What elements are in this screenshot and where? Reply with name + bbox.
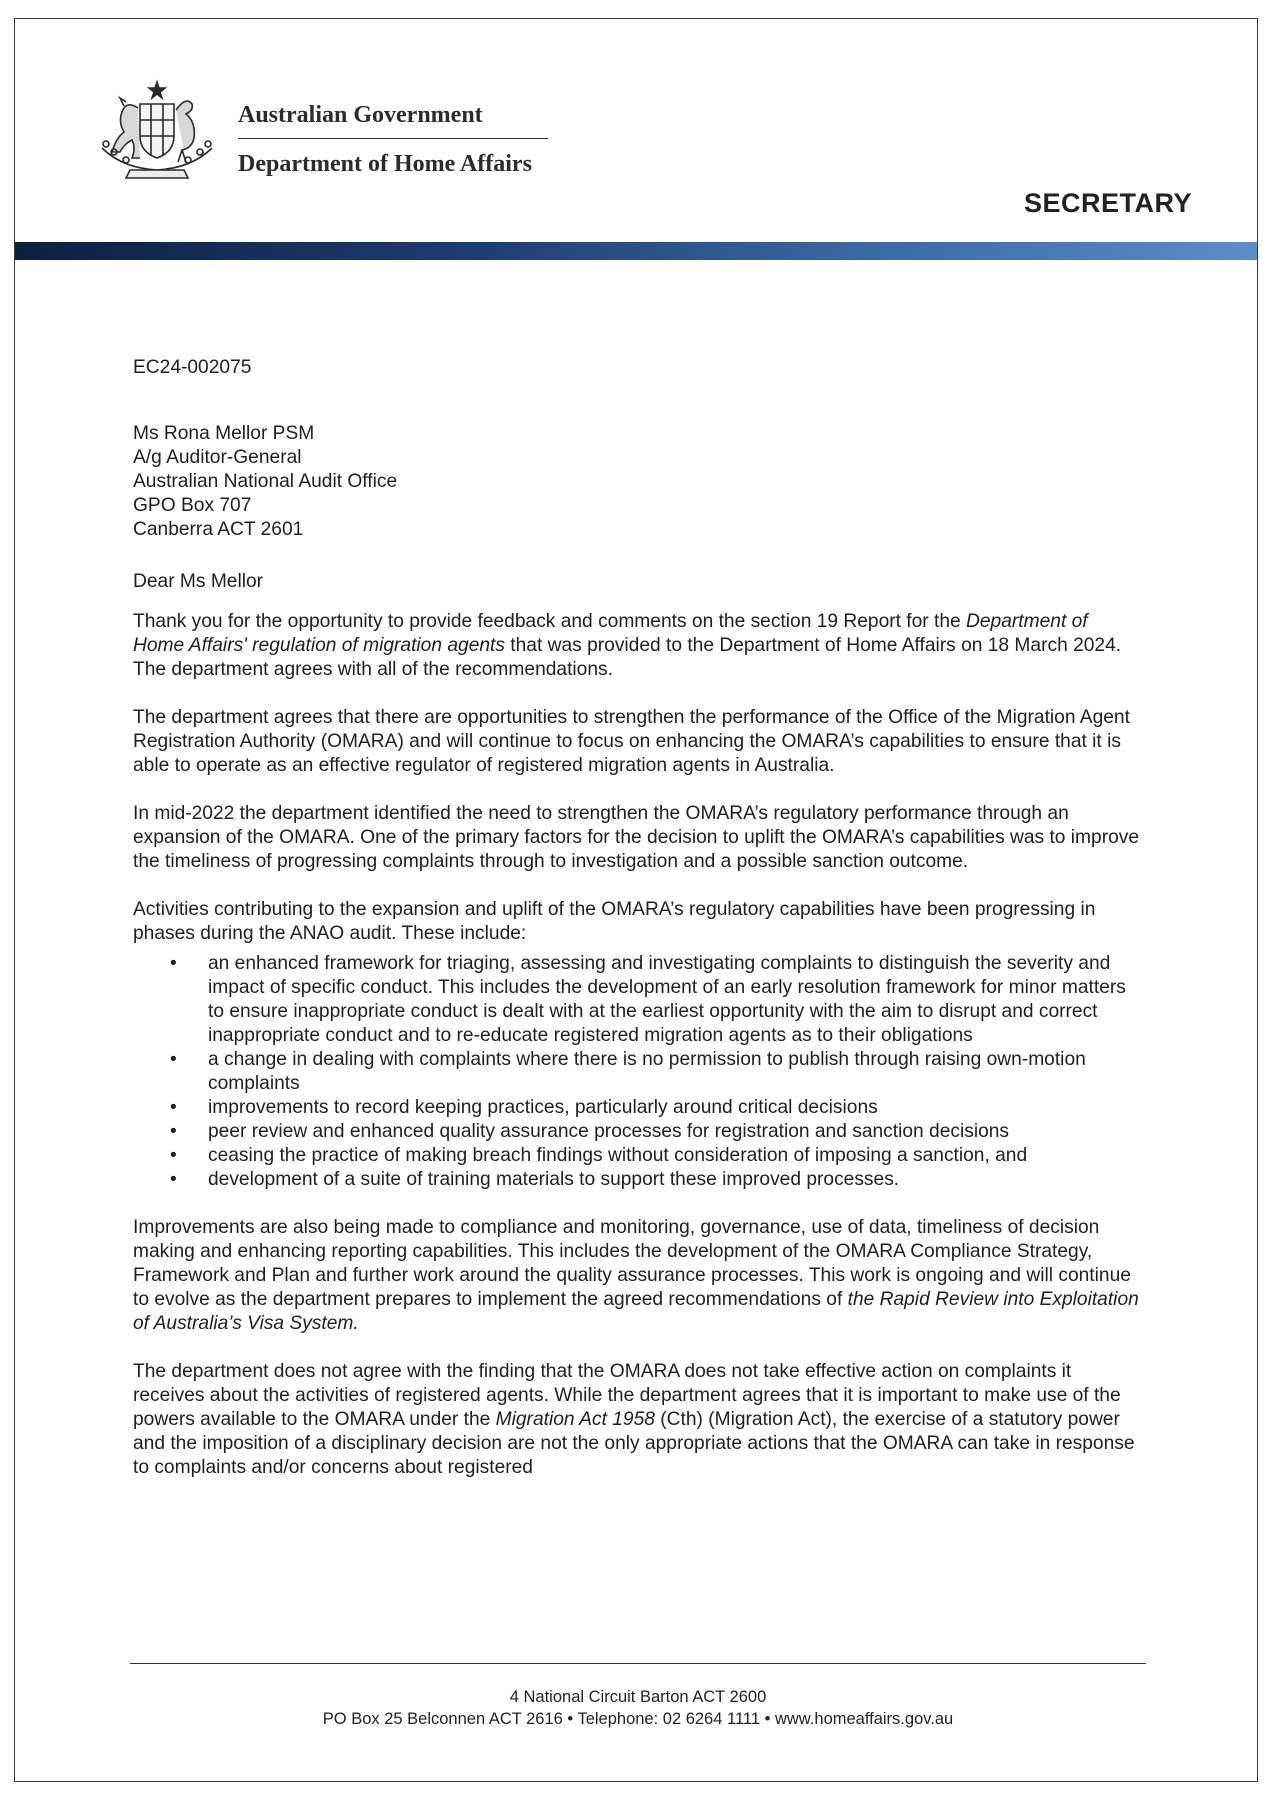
text-run: that was provided to the Department of Home Affairs on 18 March 2024. The department agrees with all of the recommendations. bbox=[133, 635, 1122, 680]
bullet: • bbox=[170, 1049, 177, 1070]
review-title: the Rapid Review into Exploitation of Australia’s Visa System. bbox=[133, 1289, 1139, 1334]
paragraph-1 bbox=[133, 610, 1143, 682]
list-item bbox=[133, 1144, 1143, 1168]
footer-address: 4 National Circuit Barton ACT 2600 bbox=[509, 1688, 767, 1706]
paragraph-6 bbox=[133, 1360, 1143, 1480]
address-line: Ms Rona Mellor PSM bbox=[133, 423, 315, 444]
text-run: Improvements are also being made to compliance and monitoring, governance, use of data, timeliness of decision making and enhancing reporting capabilities. This includes the development of the OMARA Compliance Strategy, Framework and Plan and further work around the quality assurance processes. This work is ongoing and will continue to evolve as the department prepares to implement the agreed recommendations of bbox=[133, 1217, 1131, 1310]
footer-contact: PO Box 25 Belconnen ACT 2616 • Telephone: 02 6264 1111 • www.homeaffairs.gov.au bbox=[322, 1710, 954, 1728]
list-item bbox=[133, 952, 1143, 1048]
coat-of-arms-icon bbox=[82, 78, 232, 188]
bullet: • bbox=[170, 1097, 177, 1118]
paragraph-3: In mid-2022 the department identified the need to strengthen the OMARA’s regulatory performance through an expansion of the OMARA. One of the primary factors for the decision to uplift the OMARA’s capabilities was to improve the timeliness of progressing complaints through to investigation and a possible sanction outcome. bbox=[133, 803, 1140, 872]
list-item-text: improvements to record keeping practices, particularly around critical decisions bbox=[208, 1097, 878, 1118]
address-line: GPO Box 707 bbox=[133, 495, 252, 516]
letterhead-bar bbox=[15, 242, 1257, 260]
gov-name: Australian Government bbox=[238, 102, 483, 128]
act-title: Migration Act 1958 bbox=[495, 1409, 655, 1430]
activities-list bbox=[133, 952, 1143, 1192]
address-line: Canberra ACT 2601 bbox=[133, 519, 304, 540]
government-wordmark bbox=[238, 100, 548, 179]
text-run: Thank you for the opportunity to provide feedback and comments on the section 19 Report for the bbox=[133, 611, 967, 632]
wordmark-divider bbox=[238, 138, 548, 139]
bullet: • bbox=[170, 1121, 177, 1142]
list-item bbox=[133, 1120, 1143, 1144]
bullet: • bbox=[170, 1145, 177, 1166]
letter-body bbox=[133, 356, 1143, 1480]
recipient-address bbox=[133, 422, 1143, 542]
paragraph-5 bbox=[133, 1216, 1143, 1336]
department-name: Department of Home Affairs bbox=[238, 151, 532, 177]
report-title: Department of Home Affairs' regulation of migration agents bbox=[133, 611, 1088, 656]
list-item bbox=[133, 1168, 1143, 1192]
list-item bbox=[133, 1096, 1143, 1120]
office-title: SECRETARY bbox=[1023, 188, 1192, 218]
bullet: • bbox=[170, 953, 177, 974]
footer-divider bbox=[130, 1663, 1146, 1664]
bullet: • bbox=[170, 1169, 177, 1190]
salutation: Dear Ms Mellor bbox=[133, 571, 264, 592]
list-item-text: an enhanced framework for triaging, assessing and investigating complaints to distinguish the severity and impact of specific conduct. This includes the development of an early resolution framework for minor matters to ensure inappropriate conduct is dealt with at the earliest opportunity with the aim to disrupt and correct inappropriate conduct and to re-educate registered migration agents as to their obligations bbox=[208, 953, 1126, 1046]
list-item bbox=[133, 1048, 1143, 1096]
paragraph-2: The department agrees that there are opportunities to strengthen the performance of the Office of the Migration Agent Registration Authority (OMARA) and will continue to focus on enhancing the OMARA’s capabilities to ensure that it is able to operate as an effective regulator of registered migration agents in Australia. bbox=[133, 707, 1130, 776]
address-line: Australian National Audit Office bbox=[133, 471, 398, 492]
reference-number: EC24-002075 bbox=[133, 357, 252, 378]
text-run: (Cth) (Migration Act), the exercise of a statutory power and the imposition of a disciplinary decision are not the only appropriate actions that the OMARA can take in response to complaints and/or concerns about registered bbox=[133, 1409, 1135, 1478]
text-run: The department does not agree with the finding that the OMARA does not take effective action on complaints it receives about the activities of registered agents. While the department agrees that it is important to make use of the powers available to the OMARA under the bbox=[133, 1361, 1121, 1430]
footer bbox=[0, 1686, 1276, 1730]
address-line: A/g Auditor-General bbox=[133, 447, 302, 468]
list-item-text: peer review and enhanced quality assurance processes for registration and sanction decisions bbox=[208, 1121, 1010, 1142]
list-item-text: a change in dealing with complaints where there is no permission to publish through raising own-motion complaints bbox=[208, 1049, 1086, 1094]
list-item-text: development of a suite of training materials to support these improved processes. bbox=[208, 1169, 900, 1190]
list-item-text: ceasing the practice of making breach findings without consideration of imposing a sanction, and bbox=[208, 1145, 1028, 1166]
paragraph-4: Activities contributing to the expansion and uplift of the OMARA’s regulatory capabilities have been progressing in phases during the ANAO audit. These include: bbox=[133, 899, 1096, 944]
